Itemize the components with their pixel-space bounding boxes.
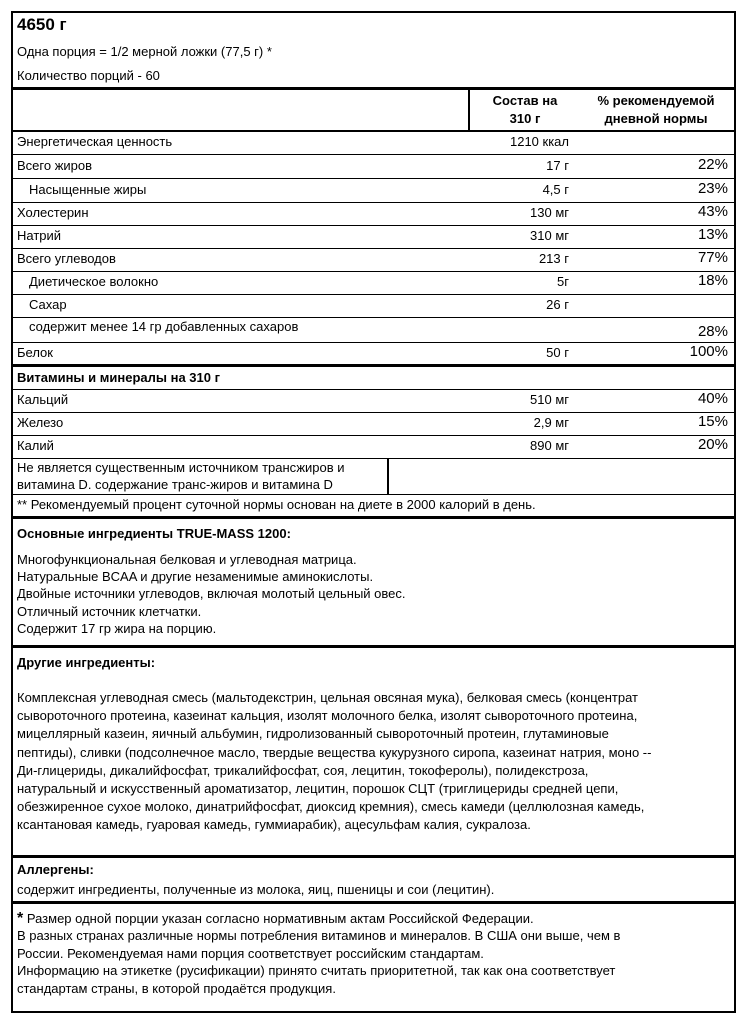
vitamin-row-calcium: [13, 389, 734, 412]
nutrient-row-total-carbs: [13, 248, 734, 271]
disclaimer-asterisk: *: [17, 910, 24, 927]
daily-value-column-header: [581, 92, 731, 128]
divider: [13, 516, 734, 519]
daily-header-line1: % рекомендуемой: [597, 93, 715, 108]
main-ingredient-line: Многофункциональная белковая и углеводная матрица.: [17, 552, 357, 567]
disclaimer-line3: России. Рекомендуемая нами порция соответствует российским стандартам.: [17, 945, 484, 961]
vitamin-label: Кальций: [17, 392, 69, 407]
vitamin-daily-value: 40%: [697, 390, 728, 407]
nutrient-label: Сахар: [29, 297, 67, 312]
nutrition-label: [11, 11, 736, 1013]
nutrient-row-energy: [13, 131, 734, 154]
nutrient-amount: 1210 ккал: [509, 134, 569, 149]
nutrient-amount: 130 мг: [530, 205, 569, 220]
nutrient-daily-value: 18%: [697, 272, 728, 289]
nutrient-label: Всего углеводов: [17, 251, 116, 266]
nutrient-row-added-sugar: [13, 317, 734, 342]
other-ingredient-line: ксантановая камедь, гуаровая камедь, гуммиарабик), ацесульфам калия, сукралоза.: [17, 817, 531, 833]
vitamin-label: Железо: [17, 415, 64, 430]
main-ingredient-line: Отличный источник клетчатки.: [17, 603, 202, 619]
other-ingredient-line: сывороточного протеина, казеинат кальция, изолят молочного белка, изолят сывороточного протеина,: [17, 708, 638, 724]
nutrient-label: Насыщенные жиры: [29, 182, 147, 197]
other-ingredient-line: Комплексная углеводная смесь (мальтодекстрин, цельная овсяная мука), белковая смесь (концентрат: [17, 690, 639, 705]
main-ingredient-line: Натуральные BCAA и другие незаменимые аминокислоты.: [17, 569, 374, 585]
divider: [13, 364, 734, 367]
vitamin-row-potassium: [13, 435, 734, 458]
allergens-heading: Аллергены:: [17, 862, 94, 877]
nutrient-label: Всего жиров: [17, 158, 93, 173]
other-ingredients-heading: Другие ингредиенты:: [17, 655, 156, 670]
other-ingredient-line: обезжиренное сухое молоко, динатрийфосфат, диоксид кремния), смесь камеди (целлюлозная камедь,: [17, 799, 645, 815]
nutrient-label: Диетическое волокно: [29, 274, 159, 289]
trans-fat-note-line1: Не является существенным источником трансжиров и: [17, 460, 345, 475]
nutrient-amount: 26 г: [546, 297, 569, 312]
nutrient-label: Энергетическая ценность: [17, 134, 173, 149]
disclaimer-line5: стандартам страны, в которой продаётся продукция.: [17, 980, 336, 996]
nutrient-amount: 17 г: [546, 158, 569, 173]
divider: [13, 855, 734, 858]
column-divider: [387, 458, 389, 494]
main-ingredient-line: Содержит 17 гр жира на порцию.: [17, 620, 217, 636]
nutrient-daily-value: 28%: [697, 323, 728, 340]
nutrient-row-sugar: [13, 294, 734, 317]
nutrient-daily-value: 22%: [697, 156, 728, 173]
disclaimer: [17, 910, 620, 997]
amount-column-header: [473, 92, 577, 128]
vitamin-amount: 2,9 мг: [533, 415, 569, 430]
disclaimer-line1: [17, 910, 620, 927]
vitamin-row-iron: [13, 412, 734, 435]
trans-fat-note: [17, 459, 345, 493]
amount-header-line1: Состав на: [492, 93, 558, 108]
nutrient-amount: 50 г: [546, 345, 569, 360]
nutrient-daily-value: 23%: [697, 180, 728, 197]
daily-header-line2: дневной нормы: [604, 111, 708, 126]
other-ingredient-line: пептиды), сливки (подсолнечное масло, твердые вещества кукурузного сиропа, казеинат натрия, моно --: [17, 744, 652, 760]
vitamins-heading: Витамины и минералы на 310 г: [17, 370, 220, 385]
vitamin-daily-value: 15%: [697, 413, 728, 430]
nutrient-daily-value: 100%: [689, 343, 728, 360]
allergens-text: содержит ингредиенты, полученные из молока, яиц, пшеницы и сои (лецитин).: [17, 882, 495, 897]
servings-count: Количество порций - 60: [17, 68, 160, 83]
nutrient-label: содержит менее 14 гр добавленных сахаров: [29, 319, 299, 334]
nutrient-daily-value: 43%: [697, 203, 728, 220]
nutrient-amount: 310 мг: [530, 228, 569, 243]
disclaimer-line1-text: Размер одной порции указан согласно нормативным актам Российской Федерации.: [26, 911, 534, 926]
nutrient-row-protein: [13, 342, 734, 365]
vitamin-daily-value: 20%: [697, 436, 728, 453]
nutrient-row-saturated-fat: [13, 179, 734, 202]
nutrient-amount: 4,5 г: [542, 182, 569, 197]
main-ingredients-list: [17, 551, 406, 637]
serving-size: Одна порция = 1/2 мерной ложки (77,5 г) *: [17, 44, 272, 59]
nutrient-label: Натрий: [17, 228, 62, 243]
column-divider: [468, 90, 470, 130]
nutrient-daily-value: 77%: [697, 249, 728, 266]
other-ingredient-line: натуральный и искусственный ароматизатор, лецитин, порошок СЦТ (триглицериды средней цепи,: [17, 781, 619, 797]
divider: [13, 87, 734, 90]
vitamin-amount: 510 мг: [530, 392, 569, 407]
other-ingredient-line: мицеллярный казеин, яичный альбумин, гидролизованный сывороточный протеин, глутаминовые: [17, 726, 609, 742]
disclaimer-line4: Информацию на этикетке (русификации) принято считать приоритетной, так как она соответствует: [17, 963, 616, 979]
nutrient-row-dietary-fiber: [13, 271, 734, 294]
other-ingredients-list: [17, 689, 651, 835]
nutrient-daily-value: 13%: [697, 226, 728, 243]
trans-fat-note-line2: витамина D. содержание транс-жиров и витамина D: [17, 477, 333, 492]
vitamin-label: Калий: [17, 438, 54, 453]
divider: [13, 645, 734, 648]
disclaimer-line2: В разных странах различные нормы потребления витаминов и минералов. В США они выше, чем в: [17, 928, 621, 944]
nutrient-label: Холестерин: [17, 205, 89, 220]
vitamin-amount: 890 мг: [530, 438, 569, 453]
divider: [13, 494, 734, 495]
nutrient-amount: 213 г: [538, 251, 569, 266]
main-ingredient-line: Двойные источники углеводов, включая молотый цельный овес.: [17, 586, 406, 602]
amount-header-line2: 310 г: [509, 111, 541, 126]
other-ingredient-line: Ди-глицериды, дикалийфосфат, трикалийфосфат, соя, лецитин, токоферолы), полидекстроза,: [17, 762, 589, 778]
main-ingredients-heading: Основные ингредиенты TRUE-MASS 1200:: [17, 526, 291, 541]
daily-value-footnote: ** Рекомендуемый процент суточной нормы основан на диете в 2000 калорий в день.: [17, 497, 536, 512]
package-weight: 4650 г: [17, 15, 67, 34]
nutrient-row-cholesterol: [13, 202, 734, 225]
nutrient-row-sodium: [13, 225, 734, 248]
divider: [13, 901, 734, 904]
nutrient-label: Белок: [17, 345, 53, 360]
nutrient-row-total-fat: [13, 155, 734, 178]
nutrient-amount: 5г: [557, 274, 569, 289]
